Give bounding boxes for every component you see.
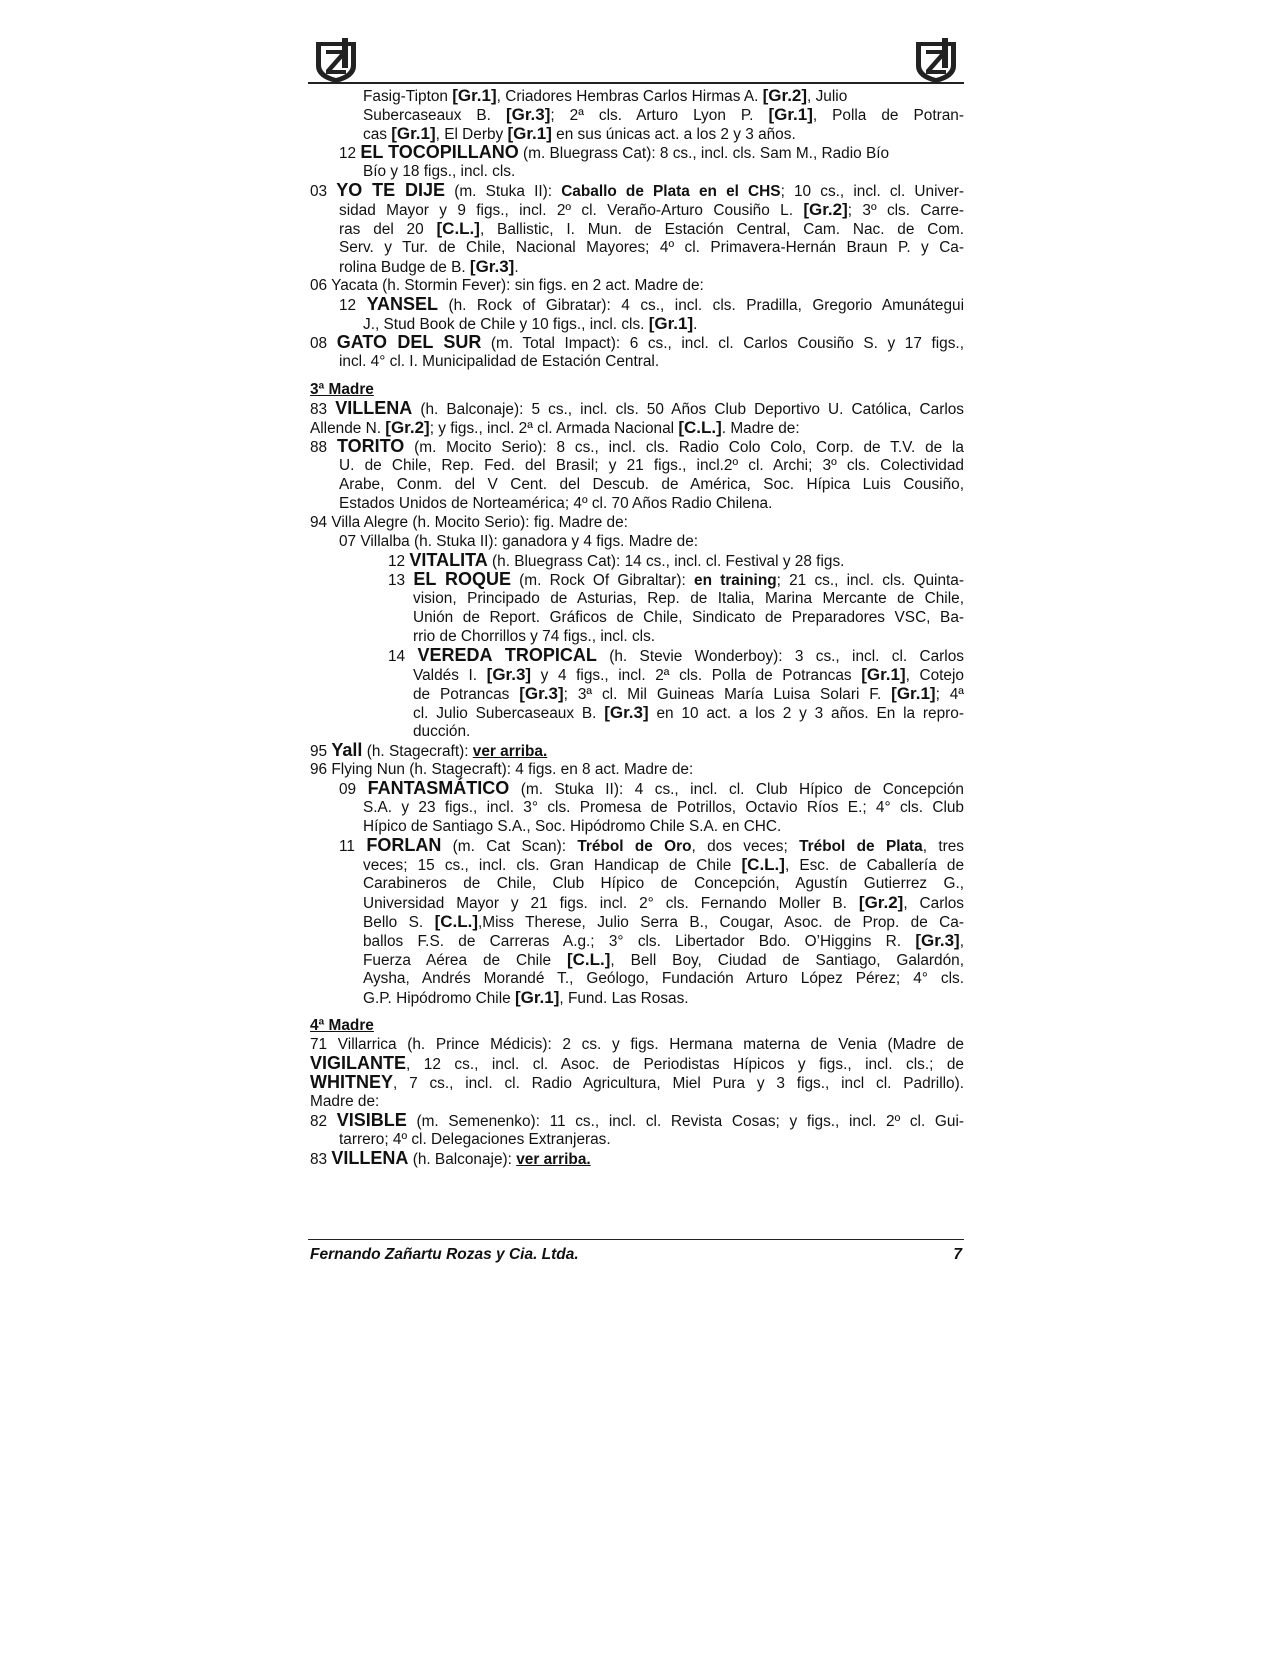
text-run: en training <box>694 572 777 589</box>
text-line <box>310 589 964 608</box>
text-line <box>310 798 964 817</box>
horse-name: VILLENA <box>331 1148 409 1168</box>
text-run: U. de Chile, Rep. Fed. del Brasil; y 21 figs., incl.2º cl. Archi; 3º cls. Colectividad <box>339 457 964 474</box>
text-run: (m. Total Impact): 6 cs., incl. cl. Carlos Cousiño S. y 17 figs., <box>481 335 964 352</box>
text-run: 08 <box>310 335 337 352</box>
grade-badge: [Gr.3] <box>604 703 649 722</box>
section-heading: 3ª Madre <box>310 381 374 398</box>
text-run: (h. Stevie Wonderboy): 3 cs., incl. cl. Carlos <box>596 648 964 665</box>
text-line <box>310 494 964 513</box>
text-line <box>310 855 964 874</box>
text-run: . <box>514 259 519 276</box>
text-run: , Bell Boy, Ciudad de Santiago, Galardón, <box>610 952 964 969</box>
text-run: J., Stud Book de Chile y 10 figs., incl. cls. <box>363 316 649 333</box>
horse-name: TORITO <box>336 436 405 456</box>
text-run: Hípico de Santiago S.A., Soc. Hipódromo Chile S.A. en CHC. <box>363 818 782 835</box>
grade-badge: [Gr.1] <box>452 86 497 105</box>
text-line <box>310 703 964 722</box>
text-run: cl. Julio Subercaseaux B. <box>413 705 605 722</box>
text-run: veces; 15 cs., incl. cls. Gran Handicap de Chile <box>363 857 742 874</box>
text-run: Universidad Mayor y 21 figs. incl. 2° cls. Fernando Moller B. <box>363 895 859 912</box>
text-run: G.P. Hipódromo Chile <box>363 990 515 1007</box>
text-line <box>310 513 964 532</box>
grade-badge: [Gr.1] <box>514 988 560 1007</box>
grade-badge: [Gr.3] <box>469 257 515 276</box>
text-run: Unión de Report. Gráficos de Chile, Sindicato de Preparadores VSC, Ba- <box>413 609 964 626</box>
text-run: Arabe, Conm. del V Cent. del Descub. de América, Soc. Hípica Luis Cousiño, <box>339 476 964 493</box>
text-line <box>310 295 964 314</box>
text-run: ducción. <box>413 723 471 740</box>
text-line <box>310 836 964 855</box>
text-run: , 12 cs., incl. cl. Asoc. de Periodistas Hípicos y figs., incl. cls.; de <box>406 1056 964 1073</box>
page-footer <box>310 1246 962 1264</box>
grade-badge: [Gr.3] <box>505 105 551 124</box>
text-line <box>310 257 964 276</box>
text-line <box>310 950 964 969</box>
text-run: vision, Principado de Asturias, Rep. de Italia, Marina Mercante de Chile, <box>413 590 964 607</box>
text-run: ballos F.S. de Carreras A.g.; 3° cls. Libertador Bdo. O’Higgins R. <box>363 933 916 950</box>
text-run: Valdés I. <box>413 667 487 684</box>
text-run: 12 <box>339 297 367 314</box>
grade-badge: [Gr.1] <box>891 684 936 703</box>
horse-name: YANSEL <box>366 294 438 314</box>
text-run: Serv. y Tur. de Chile, Nacional Mayores; 4º cl. Primavera-Hernán Braun P. y Ca- <box>339 239 964 256</box>
text-run: 14 <box>388 648 418 665</box>
text-line <box>310 1111 964 1130</box>
text-run: ; 3º cls. Carre- <box>847 202 965 219</box>
text-run: Trébol de Oro <box>577 838 692 855</box>
text-line <box>310 722 964 741</box>
text-run: , Julio <box>807 88 848 105</box>
text-run: (m. Cat Scan): <box>441 838 578 855</box>
text-run: (m. Bluegrass Cat): 8 cs., incl. cls. Sam M., Radio Bío <box>518 145 890 162</box>
text-line <box>310 665 964 684</box>
text-run: (h. Stagecraft): <box>362 743 473 760</box>
text-run: (m. Semenenko): 11 cs., incl. cl. Revista Cosas; y figs., incl. 2º cl. Gui- <box>406 1113 964 1130</box>
text-run: en sus únicas act. a los 2 y 3 años. <box>551 126 796 143</box>
text-line <box>310 475 964 494</box>
horse-name: GATO DEL SUR <box>336 332 482 352</box>
text-line <box>310 608 964 627</box>
text-run: ver arriba. <box>516 1151 591 1168</box>
text-line <box>310 969 964 988</box>
zanartu-shield-logo-right <box>912 36 960 84</box>
text-run: (h. Rock of Gibratar): 4 cs., incl. cls. Pradilla, Gregorio Amunátegui <box>437 297 964 314</box>
horse-name: Yall <box>331 740 363 760</box>
text-run: 06 Yacata (h. Stormin Fever): sin figs. en 2 act. Madre de: <box>310 277 704 294</box>
text-line <box>310 931 964 950</box>
text-run: . <box>693 316 698 333</box>
text-line <box>310 760 964 779</box>
text-line <box>310 1149 964 1168</box>
text-run: ,Miss Therese, Julio Serra B., Cougar, Asoc. de Prop. de Ca- <box>478 914 964 931</box>
text-run: 71 Villarrica (h. Prince Médicis): 2 cs. y figs. Hermana materna de Venia (Madre de <box>310 1036 964 1053</box>
footer-rule <box>308 1239 964 1240</box>
text-line <box>310 105 964 124</box>
horse-name: VITALITA <box>409 550 488 570</box>
text-run: y 4 figs., incl. 2ª cls. Polla de Potrancas <box>531 667 862 684</box>
text-line <box>310 646 964 665</box>
text-run: Fasig-Tipton <box>363 88 453 105</box>
horse-name: YO TE DIJE <box>336 180 446 200</box>
text-run: Aysha, Andrés Morandé T., Geólogo, Fundación Arturo López Pérez; 4° cls. <box>363 970 964 987</box>
text-run: , 7 cs., incl. cl. Radio Agricultura, Miel Pura y 3 figs., incl cl. Padrillo). <box>393 1075 964 1092</box>
grade-badge: [Gr.2] <box>858 893 904 912</box>
text-line <box>310 314 964 333</box>
text-run: , Esc. de Caballería de <box>784 857 965 874</box>
text-line <box>310 399 964 418</box>
text-run: (h. Balconaje): <box>408 1151 517 1168</box>
footer-company: Fernando Zañartu Rozas y Cia. Ltda. <box>310 1246 579 1263</box>
text-line <box>310 437 964 456</box>
text-line <box>310 627 964 646</box>
text-run: ; 2ª cls. Arturo Lyon P. <box>550 107 769 124</box>
grade-badge: [Gr.1] <box>648 314 694 333</box>
grade-badge: [C.L.] <box>436 219 480 238</box>
text-line <box>310 741 964 760</box>
text-line <box>310 817 964 836</box>
text-run: Bío y 18 figs., incl. cls. <box>363 163 516 180</box>
text-run: sidad Mayor y 9 figs., incl. 2º cl. Veraño-Arturo Cousiño L. <box>339 202 804 219</box>
text-run: 95 <box>310 743 332 760</box>
grade-badge: [Gr.1] <box>768 105 813 124</box>
horse-name: EL TOCOPILLANO <box>360 142 519 162</box>
header-rule <box>308 82 964 84</box>
text-run: S.A. y 23 figs., incl. 3° cls. Promesa de Potrillos, Octavio Ríos E.; 4° cls. Club <box>363 799 964 816</box>
grade-badge: [C.L.] <box>566 950 611 969</box>
grade-badge: [C.L.] <box>434 912 479 931</box>
text-run: , Fund. Las Rosas. <box>559 990 689 1007</box>
page-number: 7 <box>953 1246 962 1263</box>
text-run: 88 <box>310 439 337 456</box>
text-run: de Potrancas <box>413 686 520 703</box>
text-run: rolina Budge de B. <box>339 259 470 276</box>
text-line <box>310 162 964 181</box>
text-line <box>310 779 964 798</box>
text-line <box>310 684 964 703</box>
horse-name: EL ROQUE <box>413 569 511 589</box>
text-run: Carabineros de Chile, Club Hípico de Concepción, Agustín Gutierrez G., <box>363 875 964 892</box>
text-line <box>310 1035 964 1054</box>
text-line <box>310 988 964 1007</box>
text-run: Fuerza Aérea de Chile <box>363 952 567 969</box>
text-line <box>310 181 964 200</box>
text-line <box>310 200 964 219</box>
text-line <box>310 1130 964 1149</box>
pedigree-text <box>310 86 964 1168</box>
text-run: (m. Stuka II): 4 cs., incl. cl. Club Hípico de Concepción <box>509 781 964 798</box>
text-run: (m. Rock Of Gibraltar): <box>510 572 695 589</box>
text-run: , Polla de Potran- <box>812 107 964 124</box>
text-run: tarrero; 4º cl. Delegaciones Extranjeras. <box>339 1131 611 1148</box>
text-run: Estados Unidos de Norteamérica; 4º cl. 70 Años Radio Chilena. <box>339 495 773 512</box>
text-run: 94 Villa Alegre (h. Mocito Serio): fig. Madre de: <box>310 514 628 531</box>
zanartu-shield-logo-left <box>312 36 360 84</box>
text-run: Trébol de Plata <box>799 838 923 855</box>
text-line <box>310 1092 964 1111</box>
text-run: 82 <box>310 1113 337 1130</box>
text-run: 83 <box>310 401 336 418</box>
text-run: 12 <box>388 553 410 570</box>
text-run: ; 21 cs., incl. cls. Quinta- <box>776 572 964 589</box>
horse-name: FORLAN <box>366 835 442 855</box>
section-heading: 4ª Madre <box>310 1017 374 1034</box>
text-run: , Carlos <box>903 895 965 912</box>
text-run: 11 <box>339 838 367 855</box>
text-run: (m. Mocito Serio): 8 cs., incl. cls. Radio Colo Colo, Corp. de T.V. de la <box>404 439 964 456</box>
text-line <box>310 456 964 475</box>
text-run: ; y figs., incl. 2ª cl. Armada Nacional <box>429 420 679 437</box>
grade-badge: [Gr.3] <box>519 684 564 703</box>
horse-name: VILLENA <box>335 398 413 418</box>
text-run: , Ballistic, I. Mun. de Estación Central, Cam. Nac. de Com. <box>479 221 965 238</box>
text-line <box>310 532 964 551</box>
text-run: 83 <box>310 1151 332 1168</box>
text-run: (m. Stuka II): <box>445 183 562 200</box>
text-run: Allende N. <box>310 420 386 437</box>
text-line <box>310 352 964 371</box>
text-run: 12 <box>339 145 361 162</box>
horse-name: VEREDA TROPICAL <box>417 645 597 665</box>
horse-name: VIGILANTE <box>310 1053 407 1073</box>
text-line <box>310 219 964 238</box>
text-run: en 10 act. a los 2 y 3 años. En la repro- <box>648 705 964 722</box>
text-line <box>310 86 964 105</box>
text-run: 07 Villalba (h. Stuka II): ganadora y 4 figs. Madre de: <box>339 533 699 550</box>
text-line <box>310 276 964 295</box>
text-run: ras del 20 <box>339 221 437 238</box>
text-run: Caballo de Plata en el CHS <box>561 183 781 200</box>
grade-badge: [C.L.] <box>678 418 722 437</box>
grade-badge: [Gr.2] <box>385 418 430 437</box>
grade-badge: [Gr.2] <box>762 86 808 105</box>
text-run: incl. 4° cl. I. Municipalidad de Estación Central. <box>339 353 660 370</box>
text-run: ; 3ª cl. Mil Guineas María Luisa Solari F. <box>563 686 892 703</box>
grade-badge: [Gr.3] <box>915 931 960 950</box>
text-line <box>310 124 964 143</box>
text-run: , tres <box>922 838 965 855</box>
horse-name: WHITNEY <box>310 1072 393 1092</box>
text-run: , Criadores Hembras Carlos Hirmas A. <box>496 88 763 105</box>
text-run: Madre de: <box>310 1093 380 1110</box>
text-run: ver arriba. <box>472 743 548 760</box>
text-run: rrio de Chorrillos y 74 figs., incl. cls. <box>413 628 656 645</box>
text-run: 96 Flying Nun (h. Stagecraft): 4 figs. en 8 act. Madre de: <box>310 761 694 778</box>
text-run: ; 4ª <box>935 686 965 703</box>
text-line <box>310 893 964 912</box>
text-run: cas <box>363 126 392 143</box>
text-run: 13 <box>388 572 414 589</box>
text-run: , <box>959 933 964 950</box>
text-run: , El Derby <box>435 126 508 143</box>
grade-badge: [Gr.3] <box>486 665 532 684</box>
text-line <box>310 333 964 352</box>
text-run: ; 10 cs., incl. cl. Univer- <box>780 183 965 200</box>
text-line <box>310 912 964 931</box>
text-line <box>310 143 964 162</box>
text-line <box>310 418 964 437</box>
grade-badge: [Gr.1] <box>861 665 906 684</box>
text-run: 03 <box>310 183 337 200</box>
text-line <box>310 874 964 893</box>
text-line <box>310 570 964 589</box>
text-run: (h. Bluegrass Cat): 14 cs., incl. cl. Festival y 28 figs. <box>487 553 845 570</box>
text-run: Bello S. <box>363 914 435 931</box>
grade-badge: [Gr.2] <box>803 200 848 219</box>
grade-badge: [C.L.] <box>741 855 785 874</box>
text-line <box>310 551 964 570</box>
horse-name: VISIBLE <box>336 1110 407 1130</box>
grade-badge: [Gr.1] <box>507 124 552 143</box>
text-line <box>310 238 964 257</box>
grade-badge: [Gr.1] <box>391 124 436 143</box>
text-line <box>310 1054 964 1073</box>
text-run: Subercaseaux B. <box>363 107 506 124</box>
text-line <box>310 1073 964 1092</box>
text-run: , Cotejo <box>905 667 964 684</box>
text-run: (h. Balconaje): 5 cs., incl. cls. 50 Años Club Deportivo U. Católica, Carlos <box>412 401 964 418</box>
text-run: 09 <box>339 781 368 798</box>
horse-name: FANTASMÁTICO <box>367 778 510 798</box>
text-run: . Madre de: <box>721 420 800 437</box>
text-run: , dos veces; <box>691 838 800 855</box>
